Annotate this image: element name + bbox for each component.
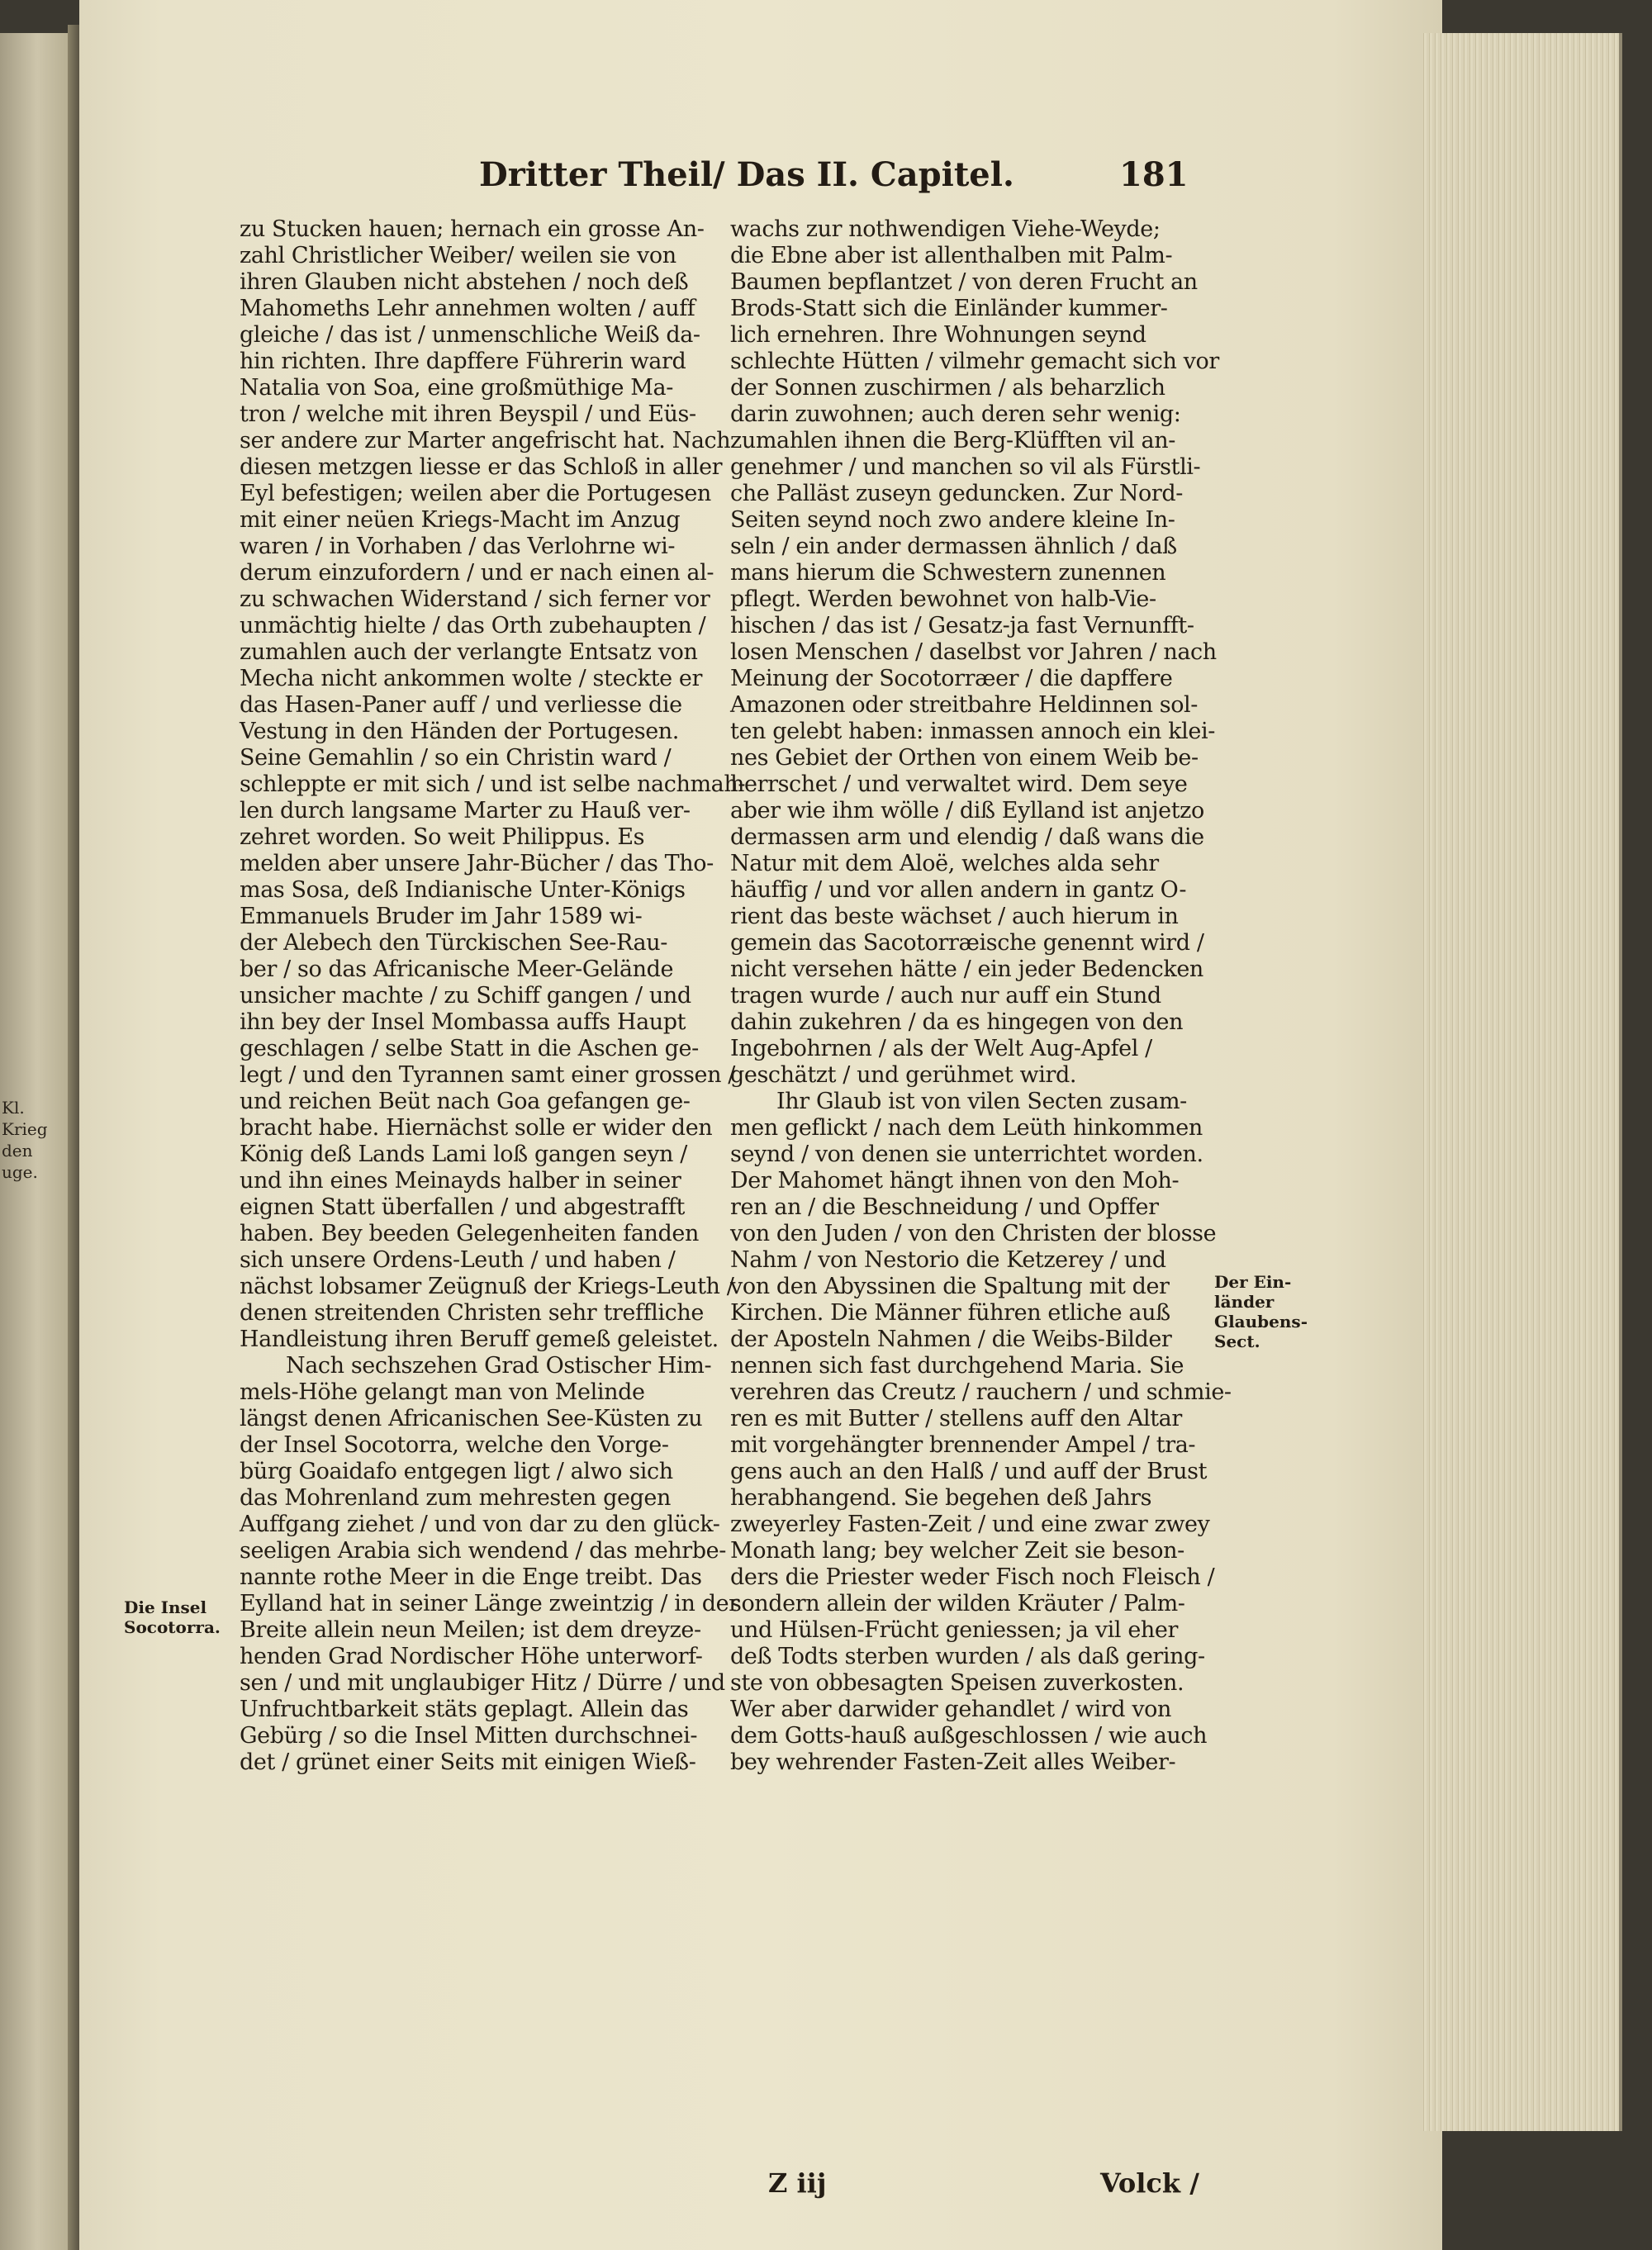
marginal-note-right: [1214, 1272, 1308, 1351]
text-line: derum einzufordern / und er nach einen al-: [240, 560, 714, 586]
text-line: von den Abyssinen die Spaltung mit der: [730, 1274, 1170, 1299]
text-line: Seine Gemahlin / so ein Christin ward /: [240, 745, 672, 771]
catchword: Volck /: [1100, 2167, 1199, 2199]
text-line: legt / und den Tyrannen samt einer grossen /: [240, 1062, 735, 1088]
text-line: der Insel Socotorra, welche den Vorge-: [240, 1432, 669, 1458]
text-line: bürg Goaidafo entgegen ligt / alwo sich: [240, 1459, 673, 1484]
text-line: mans hierum die Schwestern zunennen: [730, 560, 1166, 586]
text-line: haben. Bey beeden Gelegenheiten fanden: [240, 1221, 699, 1246]
text-line: sen / und mit unglaubiger Hitz / Dürre / und: [240, 1670, 725, 1696]
text-line: nennen sich fast durchgehend Maria. Sie: [730, 1353, 1184, 1379]
text-line: ser andere zur Marter angefrischt hat. Nach: [240, 428, 731, 453]
text-line: len durch langsame Marter zu Hauß ver-: [240, 798, 691, 824]
text-line: darin zuwohnen; auch deren sehr wenig:: [730, 401, 1181, 427]
text-line: seln / ein ander dermassen ähnlich / daß: [730, 534, 1177, 559]
text-line: genehmer / und manchen so vil als Fürstli-: [730, 454, 1201, 480]
left-page-edge: [0, 33, 68, 2250]
text-line: ten gelebt haben: inmassen annoch ein klei-: [730, 719, 1215, 744]
text-line: mels-Höhe gelangt man von Melinde: [240, 1379, 645, 1405]
text-line: Monath lang; bey welcher Zeit sie beson-: [730, 1538, 1184, 1564]
text-line: Breite allein neun Meilen; ist dem dreyze-: [240, 1617, 701, 1643]
text-line: geschätzt / und gerühmet wird.: [730, 1062, 1077, 1088]
text-line: waren / in Vorhaben / das Verlohrne wi-: [240, 534, 676, 559]
text-line: pflegt. Werden bewohnet von halb-Vie-: [730, 586, 1156, 612]
text-line: zumahlen ihnen die Berg-Klüfften vil an-: [730, 428, 1175, 453]
marginal-note-line: Der Ein-: [1214, 1272, 1292, 1292]
text-line: der Aposteln Nahmen / die Weibs-Bilder: [730, 1327, 1172, 1352]
text-line: che Palläst zuseyn geduncken. Zur Nord-: [730, 481, 1184, 506]
text-line: längst denen Africanischen See-Küsten zu: [240, 1406, 703, 1431]
text-line: ber / so das Africanische Meer-Gelände: [240, 956, 674, 982]
text-line: zu schwachen Widerstand / sich ferner vor: [240, 586, 710, 612]
text-line: mas Sosa, deß Indianische Unter-Königs: [240, 877, 686, 903]
text-line: det / grünet einer Seits mit einigen Wieß-: [240, 1749, 696, 1775]
text-line: Ihr Glaub ist von vilen Secten zusam-: [776, 1089, 1187, 1114]
left-page-margin-note: Krieg: [2, 1119, 48, 1139]
text-line: aber wie ihm wölle / diß Eylland ist anjetzo: [730, 798, 1204, 824]
chapter-title: Dritter Theil/ Das II. Capitel.: [479, 155, 1014, 194]
left-page-margin-note: uge.: [2, 1162, 38, 1182]
marginal-note-left: [124, 1597, 221, 1637]
text-line: und reichen Beüt nach Goa gefangen ge-: [240, 1089, 691, 1114]
text-line: die Ebne aber ist allenthalben mit Palm-: [730, 243, 1173, 268]
text-line: nes Gebiet der Orthen von einem Weib be-: [730, 745, 1199, 771]
text-line: herrschet / und verwaltet wird. Dem seye: [730, 771, 1188, 797]
text-line: Auffgang ziehet / und von dar zu den glück-: [240, 1512, 720, 1537]
text-line: Gebürg / so die Insel Mitten durchschnei-: [240, 1723, 698, 1749]
text-line: gleiche / das ist / unmenschliche Weiß da-: [240, 322, 700, 348]
text-line: gemein das Sacotorræische genennt wird /: [730, 930, 1204, 956]
text-line: zu Stucken hauen; hernach ein grosse An-: [240, 216, 705, 242]
text-line: Der Mahomet hängt ihnen von den Moh-: [730, 1168, 1180, 1194]
text-line: König deß Lands Lami loß gangen seyn /: [240, 1142, 687, 1167]
text-line: von den Juden / von den Christen der blosse: [730, 1221, 1217, 1246]
text-line: dahin zukehren / da es hingegen von den: [730, 1009, 1184, 1035]
text-line: verehren das Creutz / rauchern / und schmie-: [730, 1379, 1232, 1405]
running-head: [479, 155, 1305, 205]
text-line: Meinung der Socotorræer / die dapffere: [730, 666, 1173, 691]
text-line: der Alebech den Türckischen See-Rau-: [240, 930, 667, 956]
text-line: lich ernehren. Ihre Wohnungen seynd: [730, 322, 1146, 348]
text-line: der Sonnen zuschirmen / als beharzlich: [730, 375, 1165, 401]
text-line: Eylland hat in seiner Länge zweintzig / in der: [240, 1591, 739, 1616]
text-line: ren es mit Butter / stellens auff den Altar: [730, 1406, 1182, 1431]
text-line: bracht habe. Hiernächst solle er wider den: [240, 1115, 713, 1141]
text-line: denen streitenden Christen sehr treffliche: [240, 1300, 704, 1326]
text-line: Kirchen. Die Männer führen etliche auß: [730, 1300, 1170, 1326]
text-line: men geflickt / nach dem Leüth hinkommen: [730, 1115, 1203, 1141]
text-line: nannte rothe Meer in die Enge treibt. Das: [240, 1564, 702, 1590]
text-line: das Hasen-Paner auff / und verliesse die: [240, 692, 682, 718]
text-line: Emmanuels Bruder im Jahr 1589 wi-: [240, 904, 643, 929]
text-line: Natur mit dem Aloë, welches alda sehr: [730, 851, 1159, 876]
text-line: diesen metzgen liesse er das Schloß in aller: [240, 454, 723, 480]
text-line: melden aber unsere Jahr-Bücher / das Tho-: [240, 851, 714, 876]
text-line: hin richten. Ihre dapffere Führerin ward: [240, 349, 686, 374]
marginal-note-line: Die Insel: [124, 1597, 207, 1617]
text-line: rient das beste wächset / auch hierum in: [730, 904, 1179, 929]
text-line: ste von obbesagten Speisen zuverkosten.: [730, 1670, 1184, 1696]
marginal-note-line: länder: [1214, 1292, 1275, 1312]
text-line: nicht versehen hätte / ein jeder Bedencken: [730, 956, 1203, 982]
text-line: tron / welche mit ihren Beyspil / und Eüs-: [240, 401, 696, 427]
text-line: ihn bey der Insel Mombassa auffs Haupt: [240, 1009, 686, 1035]
text-line: sondern allein der wilden Kräuter / Palm-: [730, 1591, 1185, 1616]
text-line: dermassen arm und elendig / daß wans die: [730, 824, 1204, 850]
text-line: geschlagen / selbe Statt in die Aschen ge-: [240, 1036, 699, 1061]
text-line: Natalia von Soa, eine großmüthige Ma-: [240, 375, 673, 401]
text-line: seynd / von denen sie unterrichtet worden.: [730, 1142, 1203, 1167]
page-number: 181: [1119, 155, 1189, 194]
left-page-margin-note: Kl.: [2, 1098, 25, 1118]
text-column-right: [730, 216, 1242, 1776]
text-line: zweyerley Fasten-Zeit / und eine zwar zwey: [730, 1512, 1210, 1537]
text-line: Nahm / von Nestorio die Ketzerey / und: [730, 1247, 1166, 1273]
text-line: das Mohrenland zum mehresten gegen: [240, 1485, 671, 1511]
text-line: wachs zur nothwendigen Viehe-Weyde;: [730, 216, 1161, 242]
text-line: ren an / die Beschneidung / und Opffer: [730, 1194, 1159, 1220]
text-line: und ihn eines Meinayds halber in seiner: [240, 1168, 681, 1194]
text-line: losen Menschen / daselbst vor Jahren / nach: [730, 639, 1217, 665]
text-line: sich unsere Ordens-Leuth / und haben /: [240, 1247, 676, 1273]
marginal-note-line: Sect.: [1214, 1331, 1260, 1351]
text-line: Mahomeths Lehr annehmen wolten / auff: [240, 296, 695, 321]
text-line: Eyl befestigen; weilen aber die Portugesen: [240, 481, 711, 506]
text-line: herabhangend. Sie begehen deß Jahrs: [730, 1485, 1152, 1511]
text-line: Mecha nicht ankommen wolte / steckte er: [240, 666, 702, 691]
text-line: ders die Priester weder Fisch noch Fleisch /: [730, 1564, 1215, 1590]
text-line: deß Todts sterben wurden / als daß gering-: [730, 1644, 1205, 1669]
text-line: mit einer neüen Kriegs-Macht im Anzug: [240, 507, 681, 533]
text-line: Handleistung ihren Beruff gemeß geleistet.: [240, 1327, 719, 1352]
text-line: seeligen Arabia sich wendend / das mehrbe-: [240, 1538, 726, 1564]
text-line: eignen Statt überfallen / und abgestrafft: [240, 1194, 685, 1220]
text-line: ihren Glauben nicht abstehen / noch deß: [240, 269, 689, 295]
text-line: hischen / das ist / Gesatz-ja fast Vernunfft-: [730, 613, 1194, 638]
text-line: zumahlen auch der verlangte Entsatz von: [240, 639, 698, 665]
text-line: mit vorgehängter brennender Ampel / tra-: [730, 1432, 1196, 1458]
text-line: Brods-Statt sich die Einländer kummer-: [730, 296, 1168, 321]
left-page-margin-note: den: [2, 1141, 33, 1161]
book-gutter: [68, 25, 79, 2250]
text-line: Wer aber darwider gehandlet / wird von: [730, 1697, 1172, 1722]
text-line: schlechte Hütten / vilmehr gemacht sich vor: [730, 349, 1219, 374]
text-column-left: [240, 216, 752, 1776]
marginal-note-line: Socotorra.: [124, 1617, 221, 1637]
text-line: gens auch an den Halß / und auff der Brust: [730, 1459, 1208, 1484]
text-line: henden Grad Nordischer Höhe unterworf-: [240, 1644, 703, 1669]
text-line: Unfruchtbarkeit stäts geplagt. Allein das: [240, 1697, 689, 1722]
text-line: häuffig / und vor allen andern in gantz O-: [730, 877, 1187, 903]
text-line: nächst lobsamer Zeügnuß der Kriegs-Leuth /: [240, 1274, 734, 1299]
text-line: Vestung in den Händen der Portugesen.: [240, 719, 679, 744]
text-line: Seiten seynd noch zwo andere kleine In-: [730, 507, 1175, 533]
text-line: Amazonen oder streitbahre Heldinnen sol-: [730, 692, 1199, 718]
text-line: dem Gotts-hauß außgeschlossen / wie auch: [730, 1723, 1208, 1749]
text-line: Ingebohrnen / als der Welt Aug-Apfel /: [730, 1036, 1152, 1061]
text-line: unsicher machte / zu Schiff gangen / und: [240, 983, 691, 1009]
text-line: zehret worden. So weit Philippus. Es: [240, 824, 645, 850]
text-line: unmächtig hielte / das Orth zubehaupten /: [240, 613, 706, 638]
text-line: Nach sechszehen Grad Ostischer Him-: [286, 1353, 712, 1379]
text-line: bey wehrender Fasten-Zeit alles Weiber-: [730, 1749, 1176, 1775]
text-line: tragen wurde / auch nur auff ein Stund: [730, 983, 1161, 1009]
signature-mark: Z iij: [768, 2167, 827, 2199]
page-block-edges: [1421, 33, 1622, 2131]
text-line: zahl Christlicher Weiber/ weilen sie von: [240, 243, 676, 268]
marginal-note-line: Glaubens-: [1214, 1312, 1308, 1331]
text-line: schleppte er mit sich / und ist selbe nachmah-: [240, 771, 746, 797]
text-line: und Hülsen-Frücht geniessen; ja vil eher: [730, 1617, 1178, 1643]
text-line: Baumen bepflantzet / von deren Frucht an: [730, 269, 1198, 295]
